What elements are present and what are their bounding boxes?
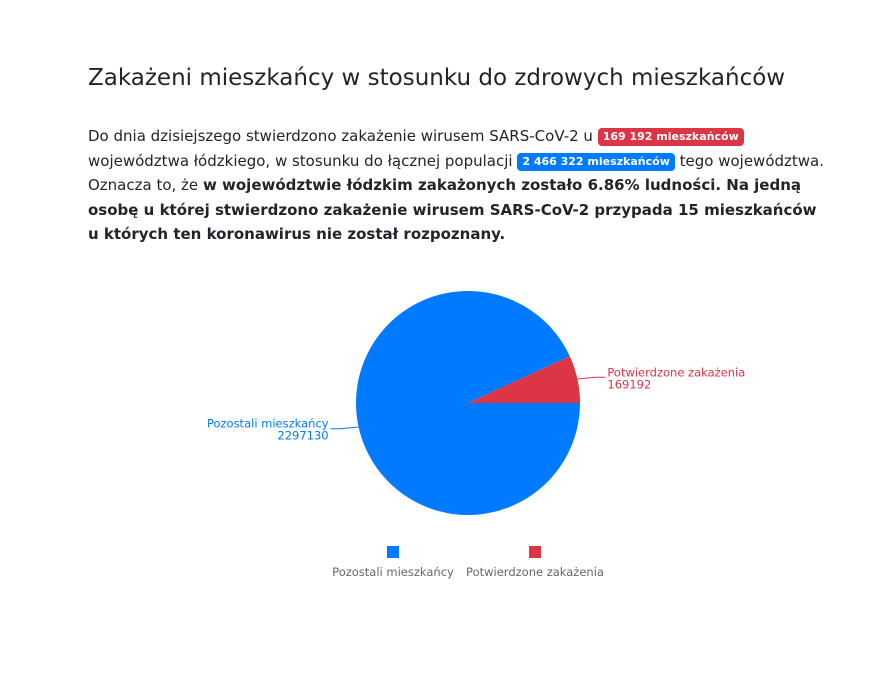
callout-line-1 bbox=[577, 377, 605, 379]
callout-line-0 bbox=[331, 427, 359, 429]
legend-label-1[interactable]: Potwierdzone zakażenia bbox=[466, 565, 604, 579]
legend-swatch-0[interactable] bbox=[387, 546, 399, 558]
population-count-badge: 2 466 322 mieszkańców bbox=[517, 153, 675, 171]
callout-value-1: 169192 bbox=[607, 377, 652, 392]
summary-text-3: tego województwa. Oznacza to, że bbox=[88, 151, 825, 194]
page-title: Zakażeni mieszkańcy w stosunku do zdrowych mieszkańców bbox=[88, 65, 786, 91]
pie-slice-0[interactable] bbox=[356, 291, 580, 515]
legend-label-0[interactable]: Pozostali mieszkańcy bbox=[332, 565, 454, 579]
pie-slice-1[interactable] bbox=[468, 356, 580, 403]
infected-count-badge: 169 192 mieszkańców bbox=[598, 128, 744, 146]
main-content bbox=[88, 62, 828, 247]
callout-label-0: Pozostali mieszkańcy bbox=[206, 416, 329, 431]
callout-value-0: 2297130 bbox=[277, 428, 329, 443]
summary-text-1: Do dnia dzisiejszego stwierdzono zakażenie wirusem SARS-CoV-2 u bbox=[88, 127, 598, 145]
summary-text-2: województwa łódzkiego, w stosunku do łącznej populacji bbox=[88, 151, 518, 170]
chart-legend bbox=[332, 546, 604, 579]
legend-swatch-1[interactable] bbox=[529, 546, 541, 558]
summary-paragraph bbox=[88, 124, 828, 247]
pie-callouts bbox=[207, 365, 745, 442]
pie-slices bbox=[356, 291, 580, 515]
callout-label-1: Potwierdzone zakażenia bbox=[607, 365, 746, 380]
summary-bold-conclusion: w województwie łódzkim zakażonych zostało 6.86% ludności. Na jedną osobę u której stwierdzono zakażenie wirusem SARS-CoV-2 przypada 15 mieszkańców u których ten koronawirus nie został rozpoznany. bbox=[88, 176, 817, 243]
